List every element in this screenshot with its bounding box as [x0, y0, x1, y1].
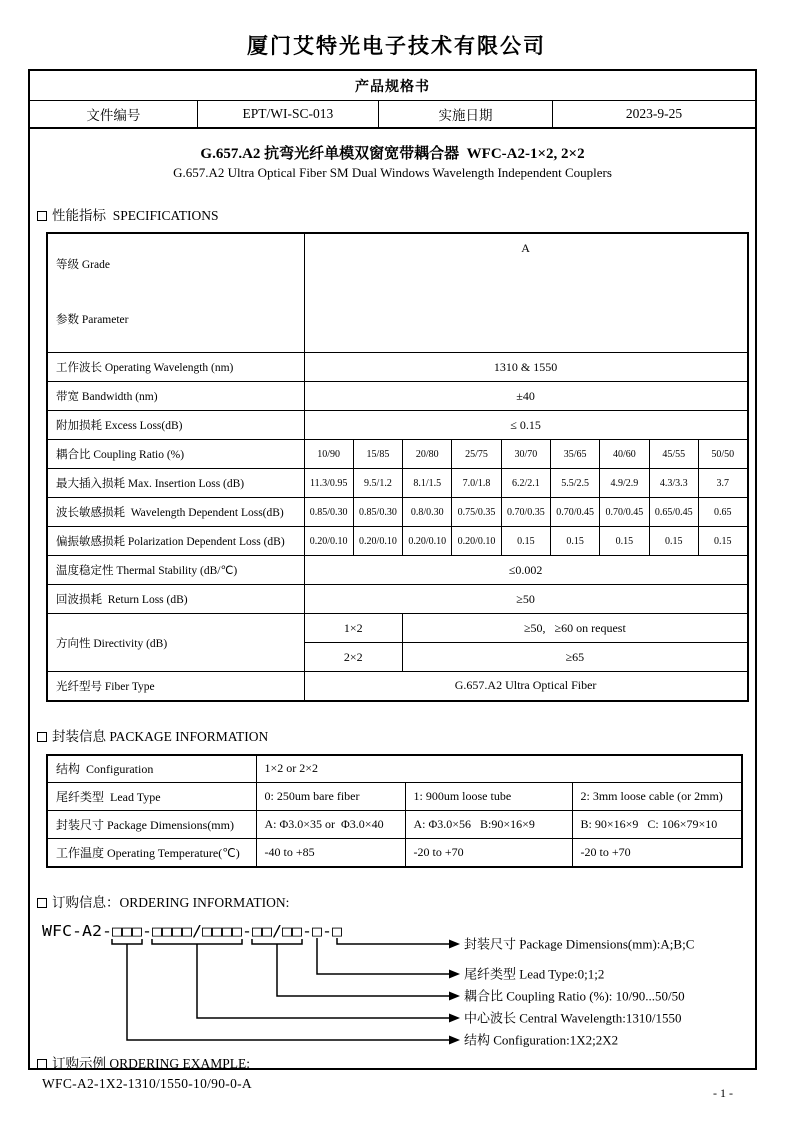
package-info-heading: [37, 728, 755, 746]
implementation-date-value: 2023-9-25: [552, 101, 755, 127]
package-dimensions-0: A: Φ3.0×35 or Φ3.0×40: [256, 811, 405, 839]
pdl-cell: 0.20/0.10: [304, 527, 353, 556]
bandwidth-row: [47, 382, 748, 411]
specifications-table: [46, 232, 749, 702]
insertion-loss-cell: 3.7: [698, 469, 747, 498]
wdl-cell: 0.65: [698, 498, 747, 527]
ordering-label-coupling: 耦合比 Coupling Ratio (%): 10/90...50/50: [464, 988, 685, 1003]
thermal-stability-row: [47, 556, 748, 585]
lead-type-row: [47, 783, 742, 811]
insertion-loss-label: 最大插入损耗 Max. Insertion Loss (dB): [47, 469, 304, 498]
ordering-example-heading: [37, 1055, 755, 1073]
specifications-heading-text: 性能指标 SPECIFICATIONS: [52, 208, 219, 223]
lead-type-option-2: 2: 3mm loose cable (or 2mm): [572, 783, 742, 811]
section-checkbox-icon: [37, 211, 47, 221]
insertion-loss-cell: 4.9/2.9: [600, 469, 649, 498]
excess-loss-label: 附加损耗 Excess Loss(dB): [47, 411, 304, 440]
excess-loss-value: ≤ 0.15: [304, 411, 748, 440]
package-dimensions-2: B: 90×16×9 C: 106×79×10: [572, 811, 742, 839]
insertion-loss-cell: 11.3/0.95: [304, 469, 353, 498]
coupling-ratio-cell: 35/65: [550, 440, 599, 469]
configuration-row: [47, 755, 742, 783]
return-loss-value: ≥50: [304, 585, 748, 614]
excess-loss-row: [47, 411, 748, 440]
fiber-type-label: 光纤型号 Fiber Type: [47, 672, 304, 701]
operating-wavelength-value: 1310 & 1550: [304, 353, 748, 382]
wdl-cell: 0.85/0.30: [304, 498, 353, 527]
package-info-heading-text: 封装信息 PACKAGE INFORMATION: [52, 728, 269, 744]
wdl-cell: 0.65/0.45: [649, 498, 698, 527]
ordering-example-heading-text: 订购示例 ORDERING EXAMPLE:: [52, 1055, 250, 1071]
package-dimensions-1: A: Φ3.0×56 B:90×16×9: [405, 811, 572, 839]
ordering-info-heading-text: 订购信息：ORDERING INFORMATION:: [52, 894, 290, 910]
doc-number-label: 文件编号: [86, 108, 141, 123]
page-number: - 1 -: [713, 1086, 733, 1100]
pdl-cell: 0.20/0.10: [403, 527, 452, 556]
connector-lines: [112, 938, 449, 1040]
coupling-ratio-cell: 50/50: [698, 440, 747, 469]
configuration-label: 结构 Configuration: [47, 755, 256, 783]
grade-label: 等级 Grade: [56, 259, 110, 271]
grade-value: A: [304, 233, 748, 353]
ordering-label-wavelength: 中心波长 Central Wavelength:1310/1550: [464, 1010, 682, 1025]
arrow-right-icon: [449, 969, 460, 978]
coupling-ratio-cell: 25/75: [452, 440, 501, 469]
thermal-stability-label: 温度稳定性 Thermal Stability (dB/℃): [47, 556, 304, 585]
ordering-code-diagram: [34, 914, 754, 1049]
insertion-loss-row: [47, 469, 748, 498]
pdl-cell: 0.15: [649, 527, 698, 556]
polarization-dependent-loss-row: [47, 527, 748, 556]
section-checkbox-icon: [37, 898, 47, 908]
arrow-right-icon: [449, 1013, 460, 1022]
implementation-date-label: 实施日期: [378, 101, 552, 127]
wdl-cell: 0.75/0.35: [452, 498, 501, 527]
bandwidth-value: ±40: [304, 382, 748, 411]
insertion-loss-cell: 4.3/3.3: [649, 469, 698, 498]
ordering-code-labels: [464, 936, 694, 1047]
insertion-loss-cell: 6.2/2.1: [501, 469, 550, 498]
arrow-right-icon: [449, 991, 460, 1000]
coupling-ratio-cell: 40/60: [600, 440, 649, 469]
fiber-type-row: [47, 672, 748, 701]
bandwidth-label: 带宽 Bandwidth (nm): [47, 382, 304, 411]
directivity-config-2x2: 2×2: [304, 643, 403, 672]
pdl-cell: 0.15: [698, 527, 747, 556]
coupling-ratio-cell: 20/80: [403, 440, 452, 469]
document-frame: [28, 69, 757, 1091]
section-checkbox-icon: [37, 1059, 47, 1069]
fiber-type-value: G.657.A2 Ultra Optical Fiber: [304, 672, 748, 701]
connector-line-configuration: [127, 944, 449, 1040]
package-dimensions-row: [47, 811, 742, 839]
lead-type-label: 尾纤类型 Lead Type: [47, 783, 256, 811]
connector-line-wavelength: [197, 944, 449, 1018]
thermal-stability-value: ≤0.002: [304, 556, 748, 585]
lead-type-option-0: 0: 250um bare fiber: [256, 783, 405, 811]
pdl-cell: 0.20/0.10: [452, 527, 501, 556]
ordering-label-lead-type: 尾纤类型 Lead Type:0;1;2: [464, 966, 605, 981]
pdl-cell: 0.15: [600, 527, 649, 556]
operating-temperature-1: -20 to +70: [405, 839, 572, 867]
operating-wavelength-label: 工作波长 Operating Wavelength (nm): [47, 353, 304, 382]
operating-temperature-row: [47, 839, 742, 867]
ordering-label-dimensions: 封装尺寸 Package Dimensions(mm):A;B;C: [464, 936, 695, 951]
product-title-en: G.657.A2 Ultra Optical Fiber SM Dual Windows Wavelength Independent Couplers: [173, 165, 612, 180]
ordering-code-pattern: WFC-A2-□□□-□□□□/□□□□-□□/□□-□-□: [42, 921, 342, 940]
parameter-label: 参数 Parameter: [56, 314, 129, 326]
coupling-ratio-cell: 15/85: [353, 440, 402, 469]
connector-line-dimensions: [337, 938, 449, 944]
lead-type-option-1: 1: 900um loose tube: [405, 783, 572, 811]
wavelength-dependent-loss-row: [47, 498, 748, 527]
specifications-heading: [37, 207, 755, 225]
return-loss-label: 回波损耗 Return Loss (dB): [47, 585, 304, 614]
insertion-loss-cell: 9.5/1.2: [353, 469, 402, 498]
configuration-value: 1×2 or 2×2: [256, 755, 742, 783]
doc-type-title: 产品规格书: [30, 71, 755, 101]
coupling-ratio-row: [47, 440, 748, 469]
wdl-cell: 0.70/0.45: [600, 498, 649, 527]
wdl-cell: 0.70/0.45: [550, 498, 599, 527]
insertion-loss-cell: 7.0/1.8: [452, 469, 501, 498]
wdl-cell: 0.85/0.30: [353, 498, 402, 527]
arrow-right-icon: [449, 1035, 460, 1044]
connector-line-coupling: [277, 944, 449, 996]
directivity-config-1x2: 1×2: [304, 614, 403, 643]
polarization-dependent-loss-label: 偏振敏感损耗 Polarization Dependent Loss (dB): [47, 527, 304, 556]
insertion-loss-cell: 5.5/2.5: [550, 469, 599, 498]
coupling-ratio-label: 耦合比 Coupling Ratio (%): [47, 440, 304, 469]
arrow-right-icon: [449, 939, 460, 948]
operating-temperature-2: -20 to +70: [572, 839, 742, 867]
wavelength-dependent-loss-label: 波长敏感损耗 Wavelength Dependent Loss(dB): [47, 498, 304, 527]
doc-info-row: [30, 101, 755, 129]
pdl-cell: 0.15: [550, 527, 599, 556]
wdl-cell: 0.70/0.35: [501, 498, 550, 527]
coupling-ratio-cell: 30/70: [501, 440, 550, 469]
wdl-cell: 0.8/0.30: [403, 498, 452, 527]
doc-number-value: EPT/WI-SC-013: [197, 101, 378, 127]
pdl-cell: 0.15: [501, 527, 550, 556]
ordering-example-code: WFC-A2-1X2-1310/1550-10/90-0-A: [42, 1075, 252, 1091]
return-loss-row: [47, 585, 748, 614]
ordering-label-configuration: 结构 Configuration:1X2;2X2: [464, 1032, 619, 1047]
coupling-ratio-cell: 45/55: [649, 440, 698, 469]
directivity-label: 方向性 Directivity (dB): [47, 614, 304, 672]
arrowheads: [449, 939, 460, 1044]
pdl-cell: 0.20/0.10: [353, 527, 402, 556]
directivity-value-2x2: ≥65: [403, 643, 748, 672]
operating-wavelength-row: [47, 353, 748, 382]
insertion-loss-cell: 8.1/1.5: [403, 469, 452, 498]
grade-parameter-label: [47, 233, 304, 353]
directivity-value-1x2: ≥50, ≥60 on request: [403, 614, 748, 643]
coupling-ratio-cell: 10/90: [304, 440, 353, 469]
package-info-table: [46, 754, 743, 868]
company-title: 厦门艾特光电子技术有限公司: [247, 34, 546, 58]
operating-temperature-0: -40 to +85: [256, 839, 405, 867]
package-dimensions-label: 封装尺寸 Package Dimensions(mm): [47, 811, 256, 839]
grade-parameter-row: [47, 233, 748, 353]
section-checkbox-icon: [37, 732, 47, 742]
operating-temperature-label: 工作温度 Operating Temperature(℃): [47, 839, 256, 867]
product-title-cn: G.657.A2 抗弯光纤单模双窗宽带耦合器 WFC-A2-1×2, 2×2: [200, 146, 585, 162]
directivity-row-1x2: [47, 614, 748, 643]
ordering-info-heading: [37, 894, 755, 912]
